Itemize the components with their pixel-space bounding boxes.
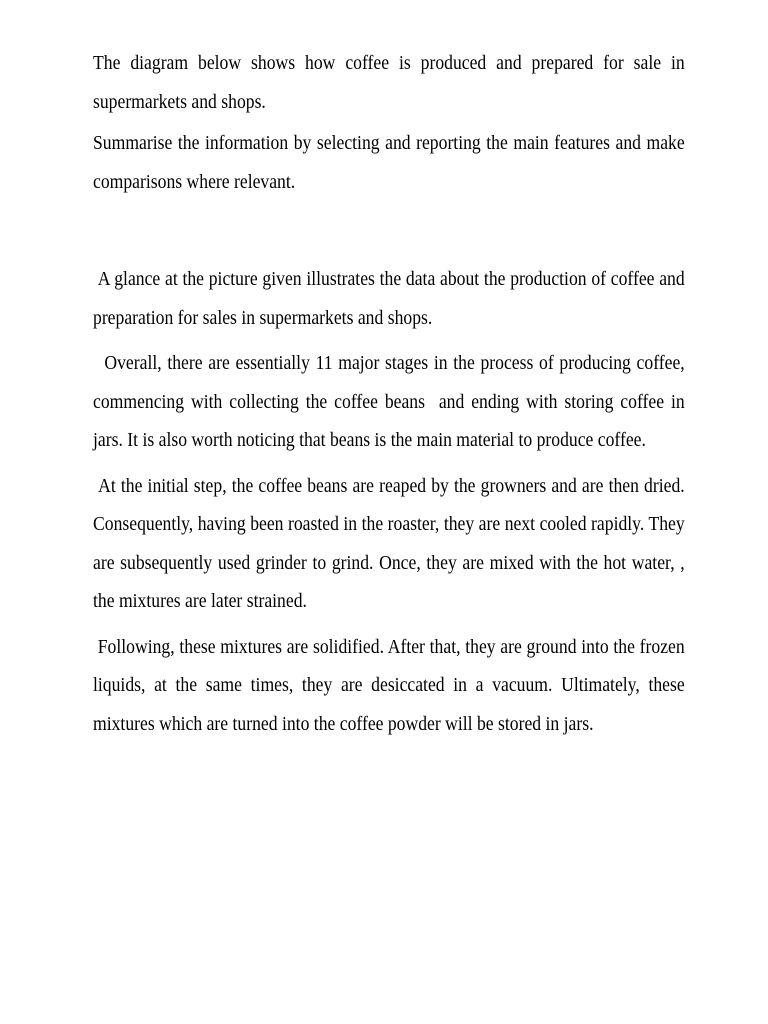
document-page xyxy=(93,44,690,743)
essay-overview: Overall, there are essentially 11 major stages in the process of producing coffee, commencing with collecting the coffee beans and ending with storing coffee in jars. It is also worth noticing that beans is the main material to produce coffee. xyxy=(93,352,690,451)
section-gap xyxy=(93,201,685,260)
prompt-paragraph-1: The diagram below shows how coffee is produced and prepared for sale in supermarkets and shops. xyxy=(93,52,690,113)
essay-introduction: A glance at the picture given illustrates the data about the production of coffee and preparation for sales in supermarkets and shops. xyxy=(93,268,690,329)
essay-body-paragraph-2: Following, these mixtures are solidified. After that, they are ground into the frozen liquids, at the same times, they are desiccated in a vacuum. Ultimately, these mixtures which are turned into the coffee powder will be stored in jars. xyxy=(93,635,690,735)
prompt-paragraph-2: Summarise the information by selecting and reporting the main features and make comparisons where relevant. xyxy=(93,132,690,193)
essay-body-paragraph-1: At the initial step, the coffee beans are reaped by the growners and are then dried. Consequently, having been roasted in the roaster, they are next cooled rapidly. They are subsequently used grinder to grind. Once, they are mixed with the hot water, , the mixtures are later strained. xyxy=(93,474,690,612)
